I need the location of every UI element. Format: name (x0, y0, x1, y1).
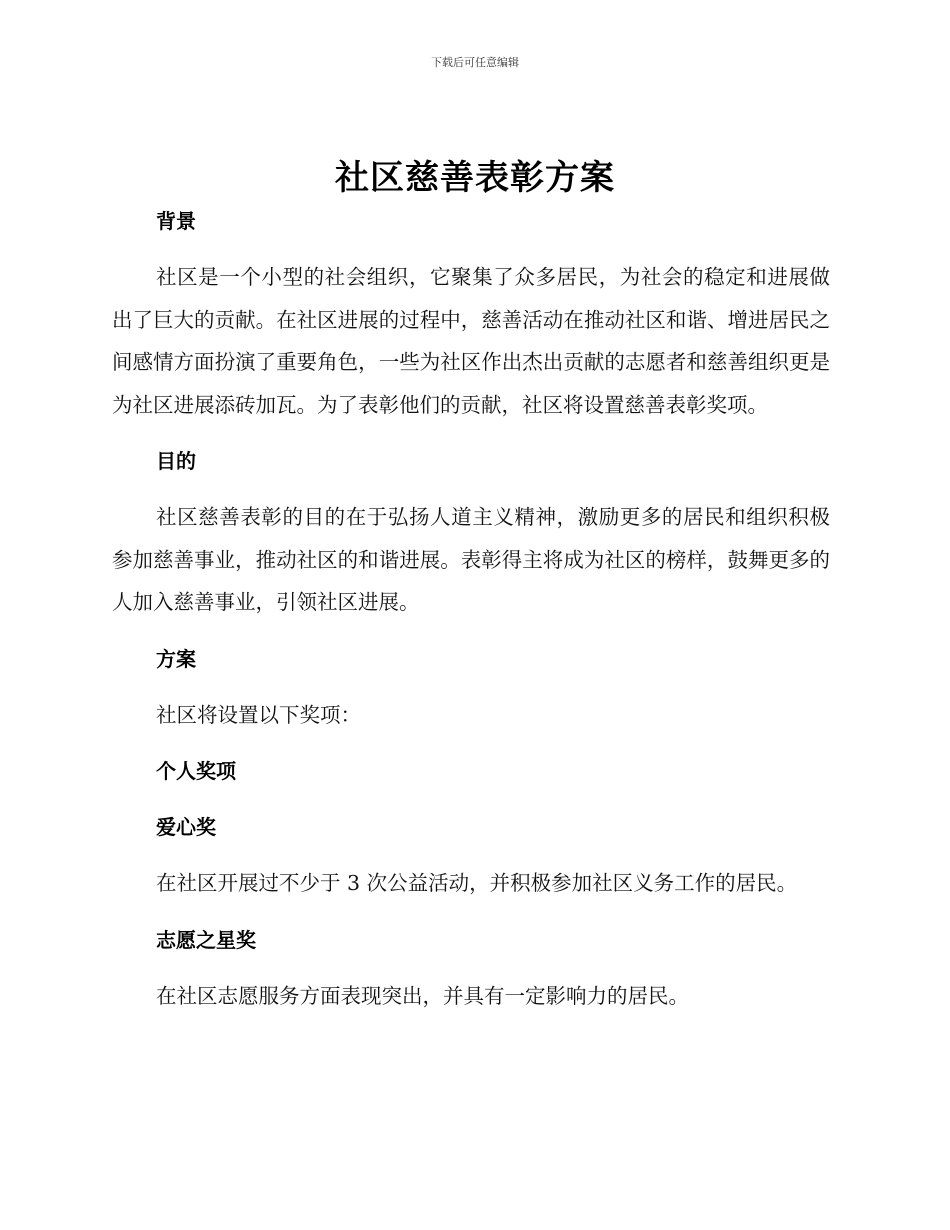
section-heading-plan: 方案 (156, 646, 196, 671)
section-heading-individual-awards: 个人奖项 (156, 759, 236, 783)
paragraph-purpose: 社区慈善表彰的目的在于弘扬人道主义精神，激励更多的居民和组织积极参加慈善事业，推动社区的和谐进展。表彰得主将成为社区的榜样，鼓舞更多的人加入慈善事业，引领社区进展。 (112, 505, 830, 614)
paragraph-love-award: 在社区开展过不少于 3 次公益活动，并积极参加社区义务工作的居民。 (156, 871, 798, 895)
paragraph-plan-intro: 社区将设置以下奖项： (156, 702, 361, 727)
section-heading-background: 背景 (156, 209, 196, 233)
document-title: 社区慈善表彰方案 (335, 158, 615, 198)
award-heading-volunteer-star: 志愿之星奖 (156, 927, 256, 952)
header-note: 下载后可任意编辑 (431, 56, 519, 69)
paragraph-volunteer-star-award: 在社区志愿服务方面表现突出，并具有一定影响力的居民。 (156, 983, 689, 1008)
section-heading-purpose: 目的 (156, 449, 196, 473)
document-body (112, 200, 830, 1031)
paragraph-background: 社区是一个小型的社会组织，它聚集了众多居民，为社会的稳定和进展做出了巨大的贡献。在社区进展的过程中，慈善活动在推动社区和谐、增进居民之间感情方面扮演了重要角色，一些为社区作出杰出贡献的志愿者和慈善组织更是为社区进展添砖加瓦。为了表彰他们的贡献，社区将设置慈善表彰奖项。 (112, 265, 830, 417)
award-heading-love: 爱心奖 (156, 815, 216, 839)
